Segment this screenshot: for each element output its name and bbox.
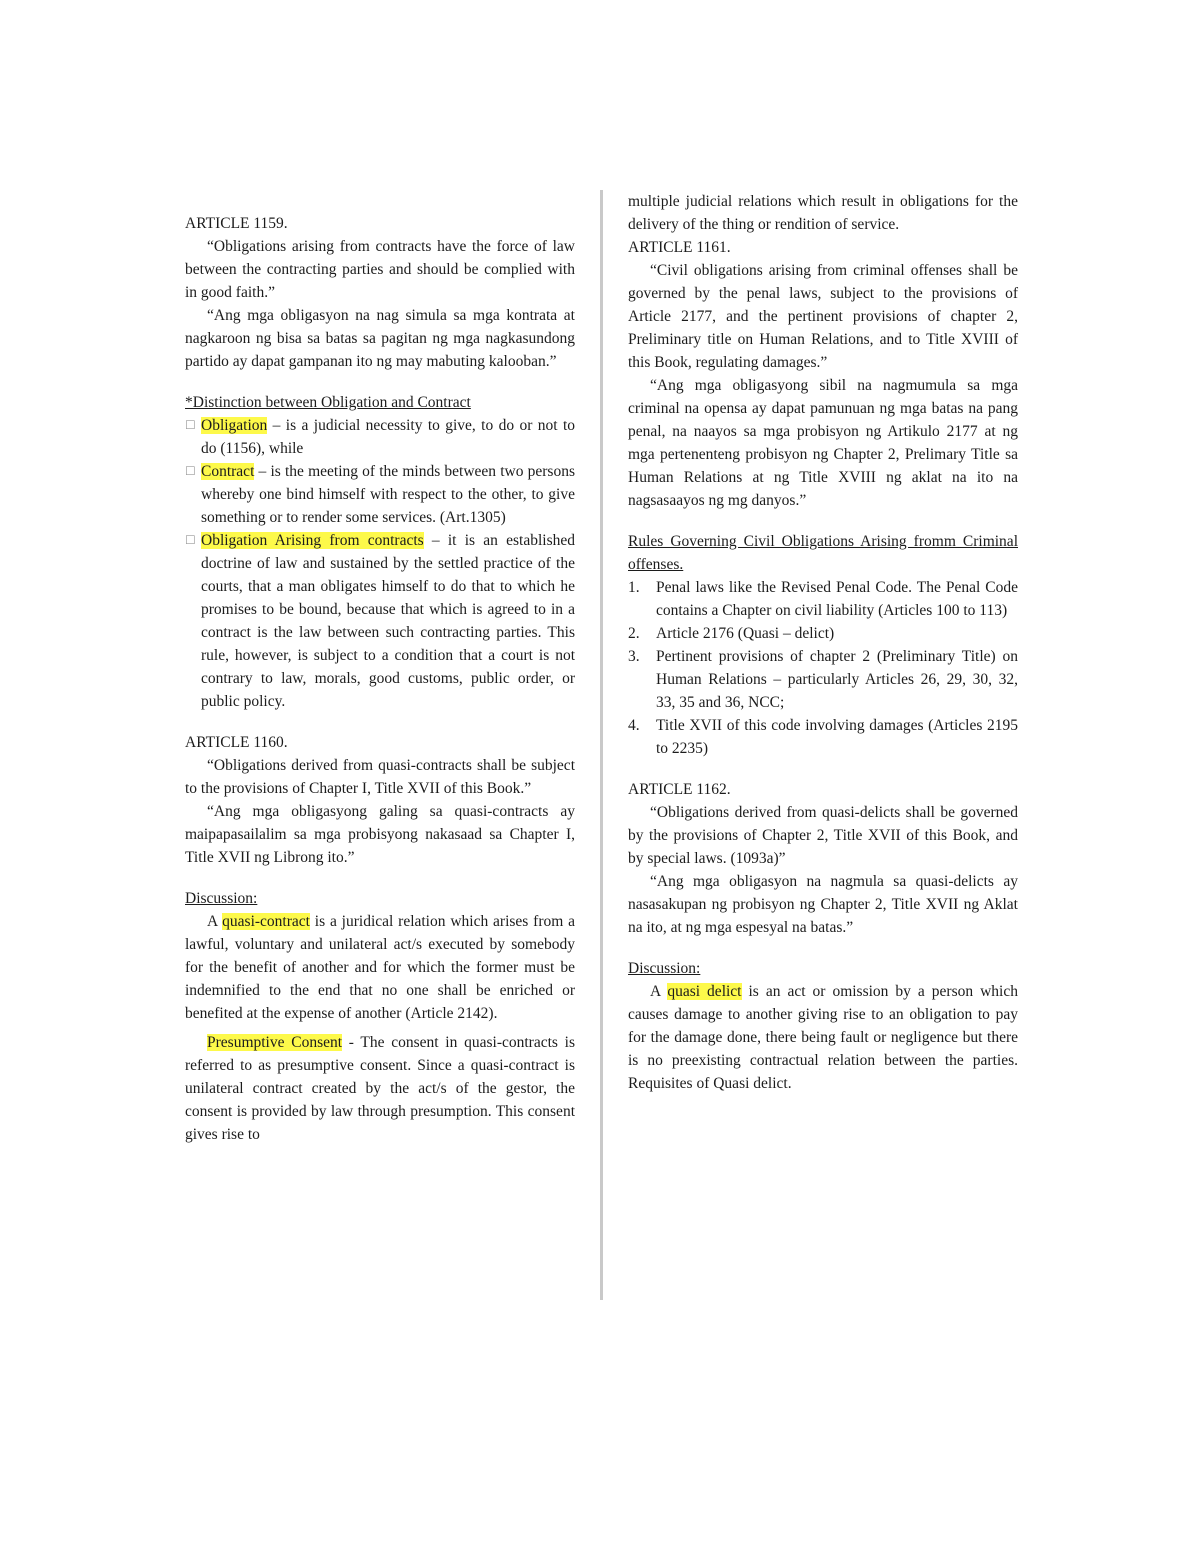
checkbox-glyph-icon: ☐ xyxy=(185,418,196,432)
bullet-obligation-arising xyxy=(185,529,575,713)
discussion-heading-right: Discussion: xyxy=(628,960,701,977)
rule-item: 1. Penal laws like the Revised Penal Code. The Penal Code contains a Chapter on civil liability (Articles 100 to 113) xyxy=(628,579,1018,619)
discussion-heading-left: Discussion: xyxy=(185,890,258,907)
distinction-heading: *Distinction between Obligation and Contract xyxy=(185,394,471,411)
rules-heading: Rules Governing Civil Obligations Arising fromm Criminal offenses. xyxy=(628,533,1018,573)
left-column xyxy=(185,190,575,1146)
checkbox-glyph-icon: ☐ xyxy=(185,464,196,478)
discussion-presumptive-consent: Presumptive Consent - The consent in quasi-contracts is referred to as presumptive consent. Since a quasi-contract is unilateral contract created by the act/s of the gestor, the consent is provided by law through presumption. This consent gives rise to xyxy=(185,1034,575,1143)
discussion-quasi-contract: A quasi-contract is a juridical relation which arises from a lawful, voluntary and unilateral act/s executed by somebody for the benefit of another and for which the former must be indemnified to the end that no one shall be enriched or benefited at the expense of another (Article 2142). xyxy=(185,913,575,1022)
bullet-contract xyxy=(185,460,575,529)
highlight-term: Obligation xyxy=(201,417,268,434)
article-1159-heading: ARTICLE 1159. xyxy=(185,215,288,232)
checkbox-glyph-icon: ☐ xyxy=(185,533,196,547)
article-1160-heading: ARTICLE 1160. xyxy=(185,734,288,751)
highlight-term: Presumptive Consent xyxy=(207,1034,343,1051)
bullet-obligation xyxy=(185,414,575,460)
article-1161-heading: ARTICLE 1161. xyxy=(628,239,731,256)
article-1160-filipino: “Ang mga obligasyong galing sa quasi-contracts ay maipapasailalim sa mga probisyong nakasaad sa Chapter I, Title XVII ng Librong ito.” xyxy=(185,803,575,866)
highlight-term: quasi-contract xyxy=(222,913,310,930)
bullet-text: – is a judicial necessity to give, to do or not to do (1156), while xyxy=(201,417,575,457)
discussion-quasi-delict: A quasi delict is an act or omission by a person which causes damage to another giving rise to an obligation to pay for the damage done, there being fault or negligence but there is no preexisting contractual relation between the parties. Requisites of Quasi delict. xyxy=(628,983,1018,1092)
bullet-text: – it is an established doctrine of law and sustained by the settled practice of the courts, that a man obligates himself to do that to which he promises to be bound, because that which is agreed to in a contract is the law between such contracting parties. This rule, however, is subject to a condition that a court is not contrary to law, morals, good customs, public order, or public policy. xyxy=(201,532,575,710)
article-1162-english: “Obligations derived from quasi-delicts shall be governed by the provisions of Chapter 2, Title XVII of this Book, and by special laws. (1093a)” xyxy=(628,804,1018,867)
article-1161-filipino: “Ang mga obligasyong sibil na nagmumula sa mga criminal na opensa ay dapat pamunuan ng mga batas na pang penal, na naayos sa mga probisyon ng Artikulo 2177 at ng mga pertenenteng probisyon ng Chapter 2, Prelimary Title sa Human Relations at ng Title XVIII ng aklat na ito na nagsasaayos ng mg danyos.” xyxy=(628,377,1018,509)
article-1160-english: “Obligations derived from quasi-contracts shall be subject to the provisions of Chapter I, Title XVII of this Book.” xyxy=(185,757,575,797)
highlight-term: Contract xyxy=(201,463,255,480)
article-1159-filipino: “Ang mga obligasyon na nag simula sa mga kontrata at nagkaroon ng bisa sa batas sa pagitan ng mga nagkasundong partido ay dapat gampanan ito ng may mabuting kalooban.” xyxy=(185,307,575,370)
highlight-term: Obligation Arising from contracts xyxy=(201,532,424,549)
continued-text: multiple judicial relations which result in obligations for the delivery of the thing or rendition of service. xyxy=(628,193,1018,233)
article-1161-english: “Civil obligations arising from criminal offenses shall be governed by the penal laws, subject to the provisions of Article 2177, and the pertinent provisions of chapter 2, Preliminary title on Human Relations, and to Title XVIII of this Book, regulating damages.” xyxy=(628,262,1018,371)
right-column xyxy=(628,190,1018,1095)
article-1162-heading: ARTICLE 1162. xyxy=(628,781,731,798)
bullet-text: – is the meeting of the minds between two persons whereby one bind himself with respect to the other, to give something or to render some services. (Art.1305) xyxy=(201,463,575,526)
highlight-term: quasi delict xyxy=(667,983,742,1000)
column-divider xyxy=(600,190,603,1300)
rule-item: 3. Pertinent provisions of chapter 2 (Preliminary Title) on Human Relations – particularly Articles 26, 29, 30, 32, 33, 35 and 36, NCC; xyxy=(628,648,1018,711)
rule-item: 4. Title XVII of this code involving damages (Articles 2195 to 2235) xyxy=(628,717,1018,757)
rule-item: 2. Article 2176 (Quasi – delict) xyxy=(628,625,835,642)
article-1159-english: “Obligations arising from contracts have the force of law between the contracting parties and should be complied with in good faith.” xyxy=(185,238,575,301)
article-1162-filipino: “Ang mga obligasyon na nagmula sa quasi-delicts ay nasasakupan ng probisyon ng Chapter 2, Title XVII ng Aklat na ito, at ng mga espesyal na batas.” xyxy=(628,873,1018,936)
